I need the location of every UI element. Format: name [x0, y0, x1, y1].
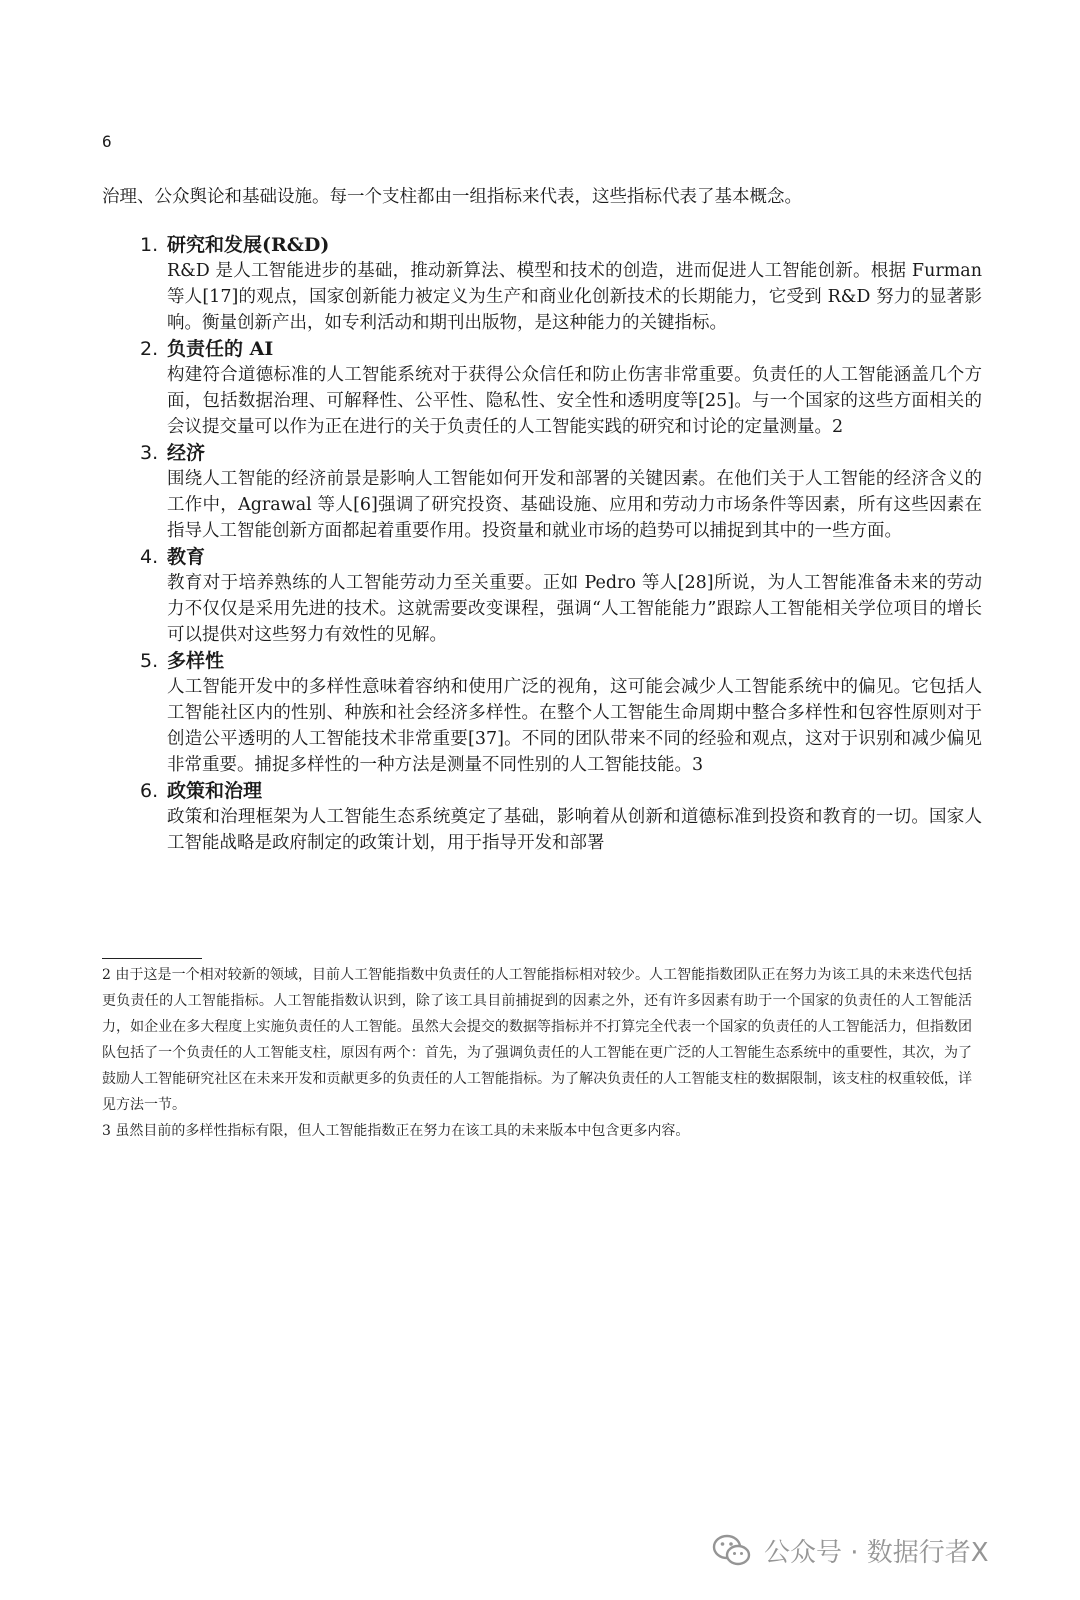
pillar-number: 4.	[140, 546, 159, 568]
pillar-body: 教育对于培养熟练的人工智能劳动力至关重要。正如 Pedro 等人[28]所说，为人工智能准备未来的劳动力不仅仅是采用先进的技术。这就需要改变课程，强调“人工智能能力”跟踪人工智能相关学位项目的增长可以提供对这些努力有效性的见解。	[167, 573, 982, 645]
watermark-text: 公众号 · 数据行者X	[764, 1538, 989, 1568]
footnote-3: 3 虽然目前的多样性指标有限，但人工智能指数正在努力在该工具的未来版本中包含更多内容。	[102, 1123, 690, 1139]
pillar-item	[140, 336, 982, 440]
footnotes	[102, 962, 972, 1144]
pillar-title: 多样性	[167, 650, 225, 672]
pillar-heading	[140, 648, 982, 674]
pillar-title: 负责任的 AI	[167, 338, 274, 360]
pillar-title: 经济	[167, 442, 206, 464]
footnote-2: 2 由于这是一个相对较新的领域，目前人工智能指数中负责任的人工智能指标相对较少。人工智能指数团队正在努力为该工具的未来迭代包括更负责任的人工智能指标。人工智能指数认识到，除了该工具目前捕捉到的因素之外，还有许多因素有助于一个国家的负责任的人工智能活力，如企业在多大程度上实施负责任的人工智能。虽然大会提交的数据等指标并不打算完全代表一个国家的负责任的人工智能活力，但指数团队包括了一个负责任的人工智能支柱，原因有两个：首先，为了强调负责任的人工智能在更广泛的人工智能生态系统中的重要性，其次，为了鼓励人工智能研究社区在未来开发和贡献更多的负责任的人工智能指标。为了解决负责任的人工智能支柱的数据限制，该支柱的权重较低，详见方法一节。	[102, 967, 972, 1113]
pillar-item	[140, 232, 982, 336]
pillar-body: 政策和治理框架为人工智能生态系统奠定了基础，影响着从创新和道德标准到投资和教育的一切。国家人工智能战略是政府制定的政策计划，用于指导开发和部署	[167, 807, 982, 853]
pillar-item	[140, 648, 982, 778]
pillar-body: R&D 是人工智能进步的基础，推动新算法、模型和技术的创造，进而促进人工智能创新。根据 Furman 等人[17]的观点，国家创新能力被定义为生产和商业化创新技术的长期能力，它受到 R&D 努力的显著影响。衡量创新产出，如专利活动和期刊出版物，是这种能力的关键指标。	[167, 261, 982, 333]
pillar-title: 研究和发展(R&D)	[167, 234, 330, 256]
pillar-number: 1.	[140, 234, 159, 256]
pillar-body: 围绕人工智能的经济前景是影响人工智能如何开发和部署的关键因素。在他们关于人工智能的经济含义的工作中，Agrawal 等人[6]强调了研究投资、基础设施、应用和劳动力市场条件等因素，所有这些因素在指导人工智能创新方面都起着重要作用。投资量和就业市场的趋势可以捕捉到其中的一些方面。	[167, 469, 982, 541]
pillar-list	[140, 232, 982, 856]
pillar-number: 5.	[140, 650, 159, 672]
pillar-title: 政策和治理	[167, 780, 263, 802]
page-number: 6	[102, 132, 112, 151]
pillar-title: 教育	[167, 546, 206, 568]
footnote-divider	[102, 958, 202, 959]
pillar-heading	[140, 336, 982, 362]
pillar-item	[140, 544, 982, 648]
pillar-heading	[140, 232, 982, 258]
pillar-heading	[140, 544, 982, 570]
pillar-item	[140, 440, 982, 544]
wechat-icon	[712, 1534, 752, 1568]
pillar-body: 人工智能开发中的多样性意味着容纳和使用广泛的视角，这可能会减少人工智能系统中的偏见。它包括人工智能社区内的性别、种族和社会经济多样性。在整个人工智能生命周期中整合多样性和包容性原则对于创造公平透明的人工智能技术非常重要[37]。不同的团队带来不同的经验和观点，这对于识别和减少偏见非常重要。捕捉多样性的一种方法是测量不同性别的人工智能技能。3	[167, 677, 982, 775]
pillar-body: 构建符合道德标准的人工智能系统对于获得公众信任和防止伤害非常重要。负责任的人工智能涵盖几个方面，包括数据治理、可解释性、公平性、隐私性、安全性和透明度等[25]。与一个国家的这些方面相关的会议提交量可以作为正在进行的关于负责任的人工智能实践的研究和讨论的定量测量。2	[167, 365, 982, 437]
watermark	[712, 1532, 989, 1569]
pillar-number: 2.	[140, 338, 159, 360]
pillar-number: 6.	[140, 780, 159, 802]
pillar-item	[140, 778, 982, 856]
pillar-heading	[140, 778, 982, 804]
pillar-heading	[140, 440, 982, 466]
pillar-number: 3.	[140, 442, 159, 464]
intro-paragraph: 治理、公众舆论和基础设施。每一个支柱都由一组指标来代表，这些指标代表了基本概念。	[102, 187, 802, 207]
